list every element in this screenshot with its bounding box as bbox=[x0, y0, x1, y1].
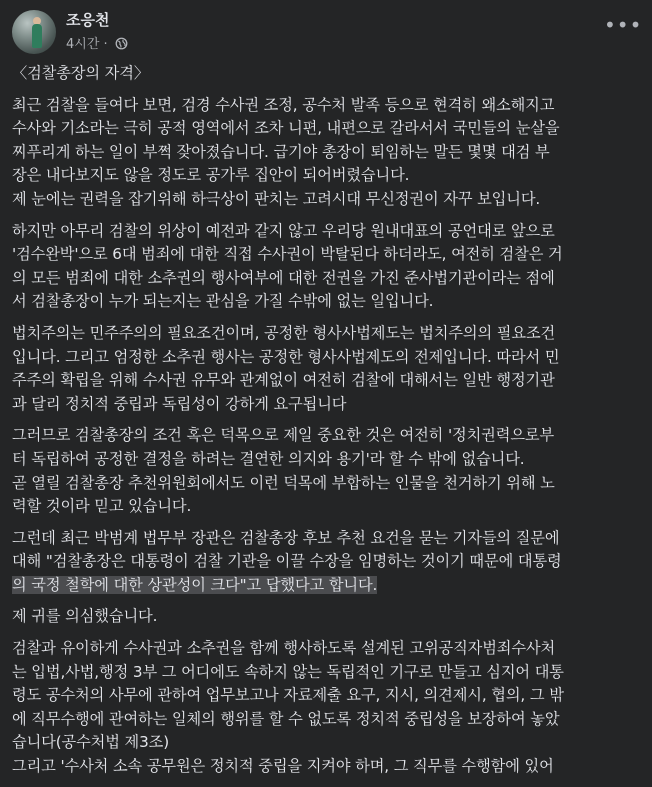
post-text-line: 주주의 확립을 위해 수사권 유무와 관계없이 여전히 검찰에 대해서는 일반 행정기관 bbox=[12, 371, 555, 390]
post-paragraph bbox=[12, 527, 642, 598]
post-paragraph bbox=[12, 62, 642, 86]
globe-icon[interactable] bbox=[115, 37, 128, 54]
post-header bbox=[0, 0, 652, 62]
post-text-line: 검찰과 유이하게 수사권과 소추권을 함께 행사하도록 설계된 고위공직자범죄수사처 bbox=[12, 639, 556, 658]
post-text-line: 력할 것이라 믿고 있습니다. bbox=[12, 497, 192, 516]
post-text-line: 찌푸리게 하는 일이 부쩍 잦아졌습니다. 급기야 총장이 퇴임하는 말든 몇몇 대검 부 bbox=[12, 142, 550, 161]
post-text-line: 최근 검찰을 들여다 보면, 검경 수사권 조정, 공수처 발족 등으로 현격히 왜소해지고 bbox=[12, 95, 555, 114]
post-text-line: 그리고 '수사처 소속 공무원은 정치적 중립을 지켜야 하며, 그 직무를 수행함에 있어 bbox=[12, 757, 554, 776]
post-paragraph bbox=[12, 322, 642, 416]
post-paragraph bbox=[12, 605, 642, 629]
post-paragraph bbox=[12, 637, 642, 779]
post-paragraph bbox=[12, 94, 642, 212]
post-text-line: 곧 열릴 검찰총장 추천위원회에서도 이런 덕목에 부합하는 인물을 천거하기 위해 노 bbox=[12, 473, 555, 492]
avatar-figure bbox=[32, 24, 42, 48]
post-text-line: 서 검찰총장이 누가 되는지는 관심을 가질 수밖에 없는 일입니다. bbox=[12, 292, 434, 311]
post-paragraph bbox=[12, 424, 642, 518]
post-text-line: 령도 공수처의 사무에 관하여 업무보고나 자료제출 요구, 지시, 의견제시, 협의, 그 밖 bbox=[12, 686, 564, 705]
post-text-line: 법치주의는 민주주의의 필요조건이며, 공정한 형사사법제도는 법치주의의 필요조건 bbox=[12, 323, 556, 342]
post-paragraph bbox=[12, 220, 642, 314]
post-text-line: 입니다. 그리고 엄정한 소추권 행사는 공정한 형사사법제도의 전제입니다. 따라서 민 bbox=[12, 347, 560, 366]
author-name[interactable]: 조응천 bbox=[66, 11, 110, 29]
avatar[interactable] bbox=[12, 10, 56, 54]
post-text-line: 제 귀를 의심했습니다. bbox=[12, 607, 158, 626]
post-text-line: 터 독립하여 공정한 결정을 하려는 결연한 의지와 용기'라 할 수 밖에 없습니다. bbox=[12, 449, 525, 468]
post-text-line: 그런데 최근 박범계 법무부 장관은 검찰총장 후보 추천 요건을 묻는 기자들의 질문에 bbox=[12, 528, 560, 547]
post-text-line: '검수완박'으로 6대 범죄에 대한 직접 수사권이 박탈된다 하더라도, 여전히 검찰은 거 bbox=[12, 245, 563, 264]
post-body bbox=[12, 62, 642, 787]
post-text-line: 는 입법,사법,행정 3부 그 어디에도 속하지 않는 독립적인 기구로 만들고 심지어 대통 bbox=[12, 662, 564, 681]
post-meta bbox=[66, 33, 128, 54]
highlighted-text: 의 국정 철학에 대한 상관성이 크다"고 답했다고 합니다. bbox=[12, 575, 378, 594]
post-text-line: 대해 "검찰총장은 대통령이 검찰 기관을 이끌 수장을 임명하는 것이기 때문에 대통령 bbox=[12, 552, 562, 571]
post-text-line: 에 직무수행에 관여하는 일체의 행위를 할 수 없도록 정치적 중립성을 보장하여 놓았 bbox=[12, 709, 560, 728]
post-text-line: 과 달리 정치적 중립과 독립성이 강하게 요구됩니다 bbox=[12, 394, 347, 413]
post-text-line bbox=[12, 574, 642, 598]
post-text-line: 제 눈에는 권력을 잡기위해 하극상이 판치는 고려시대 무신정권이 자꾸 보입니다. bbox=[12, 189, 541, 208]
post-text-line: 습니다(공수처법 제3조) bbox=[12, 733, 170, 752]
more-options-icon[interactable]: ••• bbox=[604, 13, 643, 37]
post-text-line: 하지만 아무리 검찰의 위상이 예전과 같지 않고 우리당 원내대표의 공언대로 앞으로 bbox=[12, 221, 555, 240]
post-text-line: 장은 내다보지도 않을 정도로 공가루 집안이 되어버렸습니다. bbox=[12, 166, 410, 185]
post-text-line: 그러므로 검찰총장의 조건 혹은 덕목으로 제일 중요한 것은 여전히 '정치권력으로부 bbox=[12, 426, 555, 445]
post-text-line: 의 모든 범죄에 대한 소추권의 행사여부에 대한 전권을 가진 준사법기관이라는 점에 bbox=[12, 268, 555, 287]
post-text-line: 〈검찰총장의 자격〉 bbox=[12, 64, 149, 82]
post-text-line: 수사와 기소라는 극히 공적 영역에서 조차 니편, 내편으로 갈라서서 국민들의 눈살을 bbox=[12, 119, 560, 138]
post-time[interactable]: 4시간 · bbox=[66, 37, 108, 52]
